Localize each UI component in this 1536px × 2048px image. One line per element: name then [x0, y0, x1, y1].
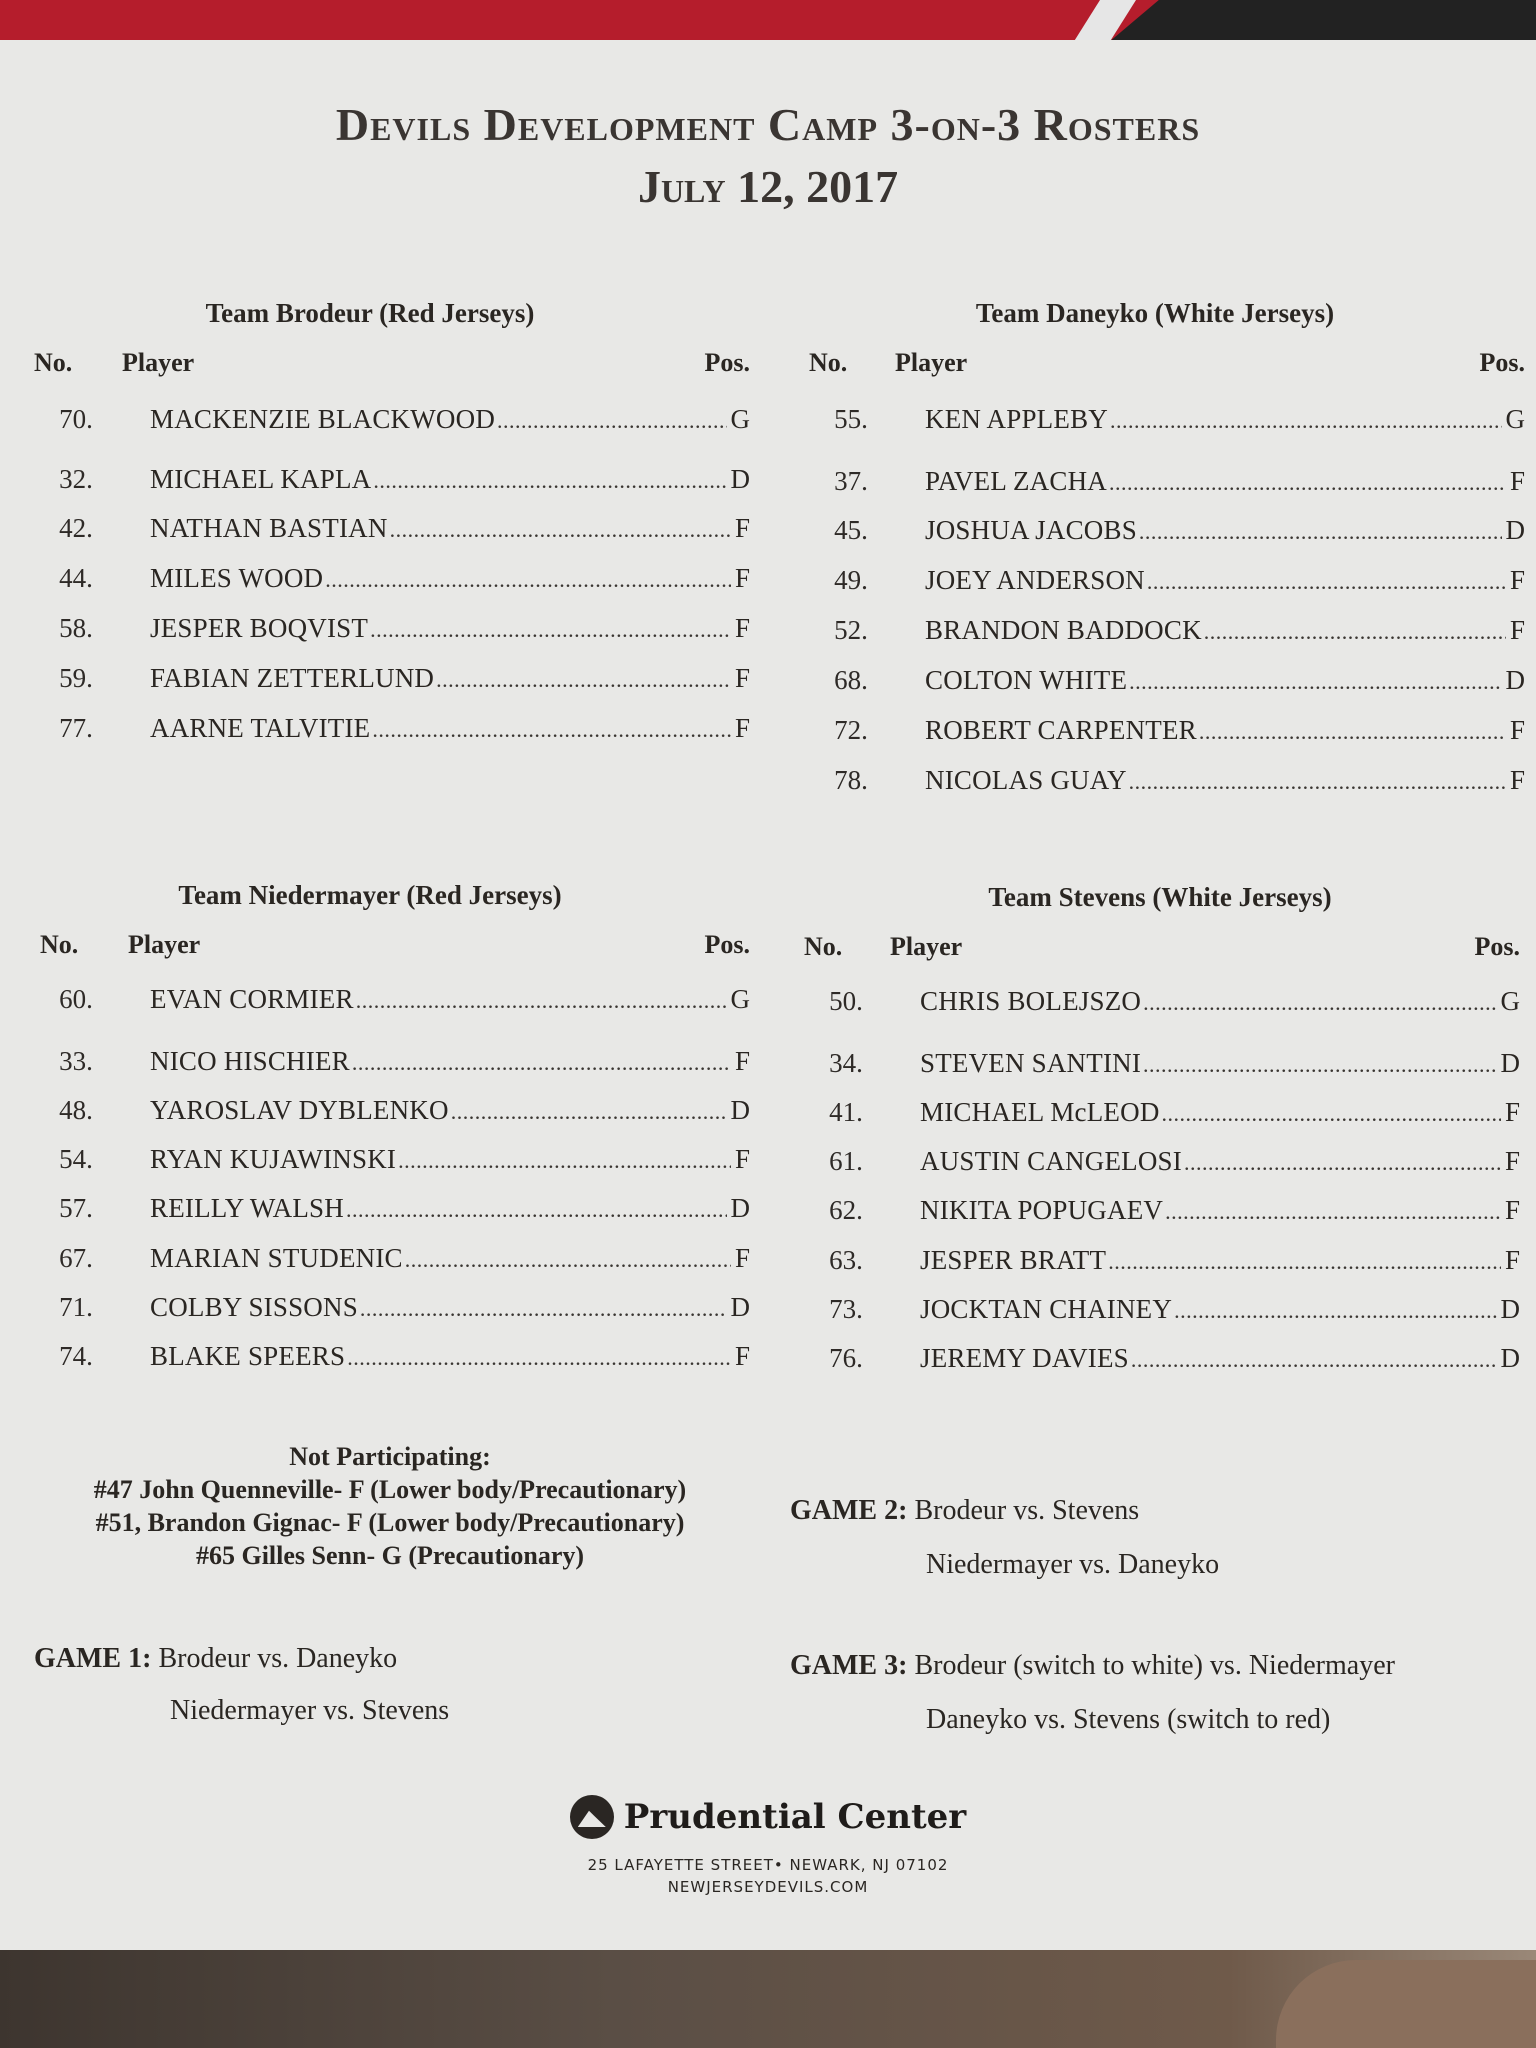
- jersey-number: 49.: [834, 565, 868, 595]
- player-position: F: [1504, 1097, 1520, 1127]
- player-position: D: [1500, 1343, 1520, 1373]
- venue-logo: [570, 1795, 966, 1839]
- dot-leader: [1139, 515, 1502, 546]
- player-line: [150, 1341, 750, 1372]
- page-title: Devils Development Camp 3-on-3 Rosters: [335, 99, 1201, 150]
- roster-row: [805, 565, 1525, 599]
- player-position: F: [1504, 1146, 1520, 1176]
- player-line: [920, 1245, 1520, 1276]
- roster-row: [30, 1243, 750, 1277]
- player-name: RYAN KUJAWINSKI: [150, 1144, 397, 1174]
- jersey-number: 76.: [829, 1343, 863, 1373]
- player-position: D: [1505, 665, 1525, 695]
- player-name: EVAN CORMIER: [150, 984, 354, 1014]
- dot-leader: [1129, 765, 1506, 796]
- dot-leader: [347, 1341, 731, 1372]
- player-position: G: [1505, 404, 1525, 434]
- jersey-number: 67.: [59, 1243, 93, 1273]
- table-surface: [0, 1950, 1536, 2048]
- jersey-number: 44.: [59, 563, 93, 593]
- player-line: [150, 613, 750, 644]
- jersey-number: 52.: [834, 615, 868, 645]
- dot-leader: [1199, 715, 1506, 746]
- player-name: FABIAN ZETTERLUND: [150, 663, 435, 693]
- team-name: Team Daneyko (White Jerseys): [975, 298, 1335, 328]
- header-no: No.: [804, 932, 843, 961]
- dot-leader: [497, 404, 726, 435]
- player-name: MICHAEL McLEOD: [920, 1097, 1160, 1127]
- player-name: JESPER BRATT: [920, 1245, 1107, 1275]
- dot-leader: [325, 563, 731, 594]
- venue-address: 25 LAFAYETTE STREET• NEWARK, NJ 07102: [587, 1856, 949, 1874]
- roster-row: [800, 1097, 1520, 1131]
- page-date: July 12, 2017: [637, 161, 899, 212]
- roster-row: [30, 1095, 750, 1129]
- header-pos: Pos.: [1479, 348, 1525, 377]
- player-line: [920, 986, 1520, 1017]
- not-participating-item: #47 John Quenneville- F (Lower body/Precautionary): [93, 1475, 687, 1504]
- roster-row: [30, 1144, 750, 1178]
- player-line: [150, 563, 750, 594]
- roster-row: [30, 404, 750, 438]
- rock-icon: [570, 1795, 614, 1839]
- player-position: F: [734, 713, 750, 743]
- game-1: [34, 1643, 450, 1726]
- jersey-number: 54.: [59, 1144, 93, 1174]
- jersey-number: 41.: [829, 1097, 863, 1127]
- player-name: MICHAEL KAPLA: [150, 464, 372, 494]
- dot-leader: [1174, 1294, 1496, 1325]
- website: NEWJERSEYDEVILS.COM: [667, 1878, 869, 1896]
- roster-row: [30, 1046, 750, 1080]
- player-position: F: [1509, 765, 1525, 795]
- player-name: PAVEL ZACHA: [925, 466, 1107, 496]
- header-player: Player: [122, 348, 195, 377]
- jersey-number: 42.: [59, 513, 93, 543]
- header-player: Player: [128, 930, 201, 959]
- player-line: [150, 464, 750, 495]
- player-name: JOSHUA JACOBS: [925, 515, 1137, 545]
- jersey-number: 73.: [829, 1294, 863, 1324]
- jersey-number: 74.: [59, 1341, 93, 1371]
- dot-leader: [1143, 986, 1496, 1017]
- roster-row: [30, 1292, 750, 1326]
- jersey-number: 63.: [829, 1245, 863, 1275]
- venue-name: Prudential Center: [623, 1797, 967, 1837]
- player-name: JESPER BOQVIST: [150, 613, 369, 643]
- jersey-number: 78.: [834, 765, 868, 795]
- player-line: [150, 1193, 750, 1224]
- player-position: D: [730, 1292, 750, 1322]
- dot-leader: [1162, 1097, 1501, 1128]
- jersey-number: 72.: [834, 715, 868, 745]
- player-position: D: [730, 1095, 750, 1125]
- roster-row: [30, 613, 750, 647]
- jersey-number: 62.: [829, 1195, 863, 1225]
- roster-row: [800, 1343, 1520, 1377]
- dot-leader: [1204, 615, 1506, 646]
- player-name: CHRIS BOLEJSZO: [920, 986, 1142, 1016]
- not-participating-heading: Not Participating:: [289, 1442, 491, 1471]
- player-name: MARIAN STUDENIC: [150, 1243, 403, 1273]
- game-matchup: Niedermayer vs. Daneyko: [926, 1549, 1220, 1580]
- dot-leader: [436, 663, 731, 694]
- player-position: F: [734, 1046, 750, 1076]
- dot-leader: [1165, 1195, 1501, 1226]
- player-position: F: [734, 563, 750, 593]
- player-position: F: [734, 513, 750, 543]
- player-line: [925, 404, 1525, 435]
- player-position: G: [730, 404, 750, 434]
- jersey-number: 32.: [59, 464, 93, 494]
- player-line: [925, 765, 1525, 796]
- jersey-number: 70.: [59, 404, 93, 434]
- dot-leader: [1108, 1245, 1501, 1276]
- player-name: JOCKTAN CHAINEY: [920, 1294, 1173, 1324]
- player-name: JEREMY DAVIES: [920, 1343, 1129, 1373]
- header-pos: Pos.: [704, 930, 750, 959]
- game-3: [790, 1650, 1395, 1735]
- dot-leader: [1147, 565, 1506, 596]
- player-position: F: [1509, 715, 1525, 745]
- roster-row: [800, 1146, 1520, 1180]
- column-headers: [30, 930, 750, 964]
- dot-leader: [1110, 404, 1502, 435]
- player-position: F: [734, 1243, 750, 1273]
- roster-row: [800, 1195, 1520, 1229]
- jersey-number: 68.: [834, 665, 868, 695]
- dot-leader: [390, 513, 731, 544]
- jersey-number: 77.: [59, 713, 93, 743]
- roster-row: [805, 715, 1525, 749]
- player-name: NICO HISCHIER: [150, 1046, 350, 1076]
- not-participating-item: #65 Gilles Senn- G (Precautionary): [195, 1541, 585, 1570]
- dot-leader: [360, 1292, 727, 1323]
- header-no: No.: [40, 930, 79, 959]
- jersey-number: 48.: [59, 1095, 93, 1125]
- jersey-number: 58.: [59, 613, 93, 643]
- player-position: F: [734, 663, 750, 693]
- roster-row: [30, 984, 750, 1018]
- header-no: No.: [809, 348, 848, 377]
- column-headers: [805, 348, 1525, 382]
- jersey-number: 45.: [834, 515, 868, 545]
- roster-row: [30, 1193, 750, 1227]
- roster-row: [805, 615, 1525, 649]
- jersey-number: 61.: [829, 1146, 863, 1176]
- player-position: F: [734, 1144, 750, 1174]
- player-line: [150, 984, 750, 1015]
- player-line: [920, 1343, 1520, 1374]
- jersey-number: 55.: [834, 404, 868, 434]
- dot-leader: [1109, 466, 1506, 497]
- player-position: F: [1504, 1195, 1520, 1225]
- dot-leader: [1143, 1048, 1496, 1079]
- game-label: GAME 2:: [790, 1495, 908, 1526]
- player-line: [920, 1294, 1520, 1325]
- jersey-number: 37.: [834, 466, 868, 496]
- dot-leader: [398, 1144, 731, 1175]
- player-position: F: [734, 1341, 750, 1371]
- not-participating: [30, 1440, 750, 1572]
- dot-leader: [352, 1046, 731, 1077]
- roster-row: [30, 663, 750, 697]
- player-name: NATHAN BASTIAN: [150, 513, 388, 543]
- player-position: F: [734, 613, 750, 643]
- player-line: [150, 1243, 750, 1274]
- player-line: [925, 466, 1525, 497]
- player-position: G: [1500, 986, 1520, 1016]
- player-name: NICOLAS GUAY: [925, 765, 1127, 795]
- roster-row: [805, 466, 1525, 500]
- player-name: MILES WOOD: [150, 563, 324, 593]
- roster-row: [805, 404, 1525, 438]
- player-name: STEVEN SANTINI: [920, 1048, 1142, 1078]
- game-matchup: Brodeur vs. Stevens: [914, 1495, 1140, 1526]
- game-matchup: Daneyko vs. Stevens (switch to red): [926, 1704, 1331, 1735]
- column-headers: [800, 932, 1520, 966]
- player-position: D: [1505, 515, 1525, 545]
- player-line: [920, 1195, 1520, 1226]
- column-headers: [30, 348, 750, 382]
- dot-leader: [373, 464, 726, 495]
- player-position: D: [1500, 1048, 1520, 1078]
- player-line: [150, 1144, 750, 1175]
- player-name: BLAKE SPEERS: [150, 1341, 346, 1371]
- dot-leader: [1184, 1146, 1501, 1177]
- player-line: [150, 1292, 750, 1323]
- header-player: Player: [890, 932, 963, 961]
- dot-leader: [405, 1243, 731, 1274]
- roster-row: [30, 563, 750, 597]
- roster-row: [800, 1048, 1520, 1082]
- game-matchup: Brodeur vs. Daneyko: [158, 1643, 398, 1674]
- player-position: F: [1509, 565, 1525, 595]
- player-line: [150, 1046, 750, 1077]
- roster-row: [30, 464, 750, 498]
- hand: [1276, 1960, 1536, 2048]
- jersey-number: 71.: [59, 1292, 93, 1322]
- player-line: [150, 1095, 750, 1126]
- team-name: Team Brodeur (Red Jerseys): [205, 298, 535, 328]
- header-player: Player: [895, 348, 968, 377]
- roster-row: [805, 765, 1525, 799]
- dot-leader: [451, 1095, 727, 1126]
- player-name: COLTON WHITE: [925, 665, 1128, 695]
- jersey-number: 34.: [829, 1048, 863, 1078]
- roster-row: [800, 1294, 1520, 1328]
- game-label: GAME 1:: [34, 1643, 152, 1674]
- game-label: GAME 3:: [790, 1650, 908, 1681]
- player-line: [150, 713, 750, 744]
- player-line: [150, 663, 750, 694]
- roster-row: [800, 986, 1520, 1020]
- player-name: MACKENZIE BLACKWOOD: [150, 404, 496, 434]
- player-position: D: [1500, 1294, 1520, 1324]
- player-line: [920, 1048, 1520, 1079]
- player-name: ROBERT CARPENTER: [925, 715, 1197, 745]
- roster-row: [805, 665, 1525, 699]
- team-name: Team Stevens (White Jerseys): [988, 882, 1332, 912]
- player-line: [925, 515, 1525, 546]
- dot-leader: [356, 984, 727, 1015]
- player-name: BRANDON BADDOCK: [925, 615, 1202, 645]
- header-no: No.: [34, 348, 73, 377]
- player-position: D: [730, 1193, 750, 1223]
- game-2: [790, 1495, 1220, 1580]
- player-position: G: [730, 984, 750, 1014]
- player-line: [925, 565, 1525, 596]
- player-line: [925, 715, 1525, 746]
- player-name: JOEY ANDERSON: [925, 565, 1145, 595]
- jersey-number: 57.: [59, 1193, 93, 1223]
- jersey-number: 59.: [59, 663, 93, 693]
- player-name: YAROSLAV DYBLENKO: [150, 1095, 449, 1125]
- player-name: AUSTIN CANGELOSI: [920, 1146, 1182, 1176]
- player-position: F: [1504, 1245, 1520, 1275]
- player-line: [920, 1097, 1520, 1128]
- header-pos: Pos.: [1474, 932, 1520, 961]
- dot-leader: [1131, 1343, 1497, 1374]
- dot-leader: [346, 1193, 727, 1224]
- game-matchup: Niedermayer vs. Stevens: [170, 1695, 450, 1726]
- jersey-number: 50.: [829, 986, 863, 1016]
- dot-leader: [1129, 665, 1501, 696]
- player-line: [925, 615, 1525, 646]
- player-position: F: [1509, 466, 1525, 496]
- game-matchup: Brodeur (switch to white) vs. Niedermayer: [914, 1650, 1395, 1681]
- roster-row: [805, 515, 1525, 549]
- player-name: REILLY WALSH: [150, 1193, 344, 1223]
- dot-leader: [370, 613, 731, 644]
- header-pos: Pos.: [704, 348, 750, 377]
- roster-row: [800, 1245, 1520, 1279]
- player-name: AARNE TALVITIE: [150, 713, 371, 743]
- not-participating-item: #51, Brandon Gignac- F (Lower body/Precautionary): [95, 1508, 685, 1537]
- player-name: KEN APPLEBY: [925, 404, 1108, 434]
- roster-row: [30, 513, 750, 547]
- footer: [0, 1795, 1536, 1896]
- jersey-number: 33.: [59, 1046, 93, 1076]
- player-name: NIKITA POPUGAEV: [920, 1195, 1164, 1225]
- team-name: Team Niedermayer (Red Jerseys): [178, 880, 562, 910]
- player-position: D: [730, 464, 750, 494]
- player-line: [920, 1146, 1520, 1177]
- jersey-number: 60.: [59, 984, 93, 1014]
- player-line: [150, 404, 750, 435]
- roster-row: [30, 1341, 750, 1375]
- player-name: COLBY SISSONS: [150, 1292, 358, 1322]
- player-position: F: [1509, 615, 1525, 645]
- roster-row: [30, 713, 750, 747]
- player-line: [150, 513, 750, 544]
- dot-leader: [372, 713, 731, 744]
- player-line: [925, 665, 1525, 696]
